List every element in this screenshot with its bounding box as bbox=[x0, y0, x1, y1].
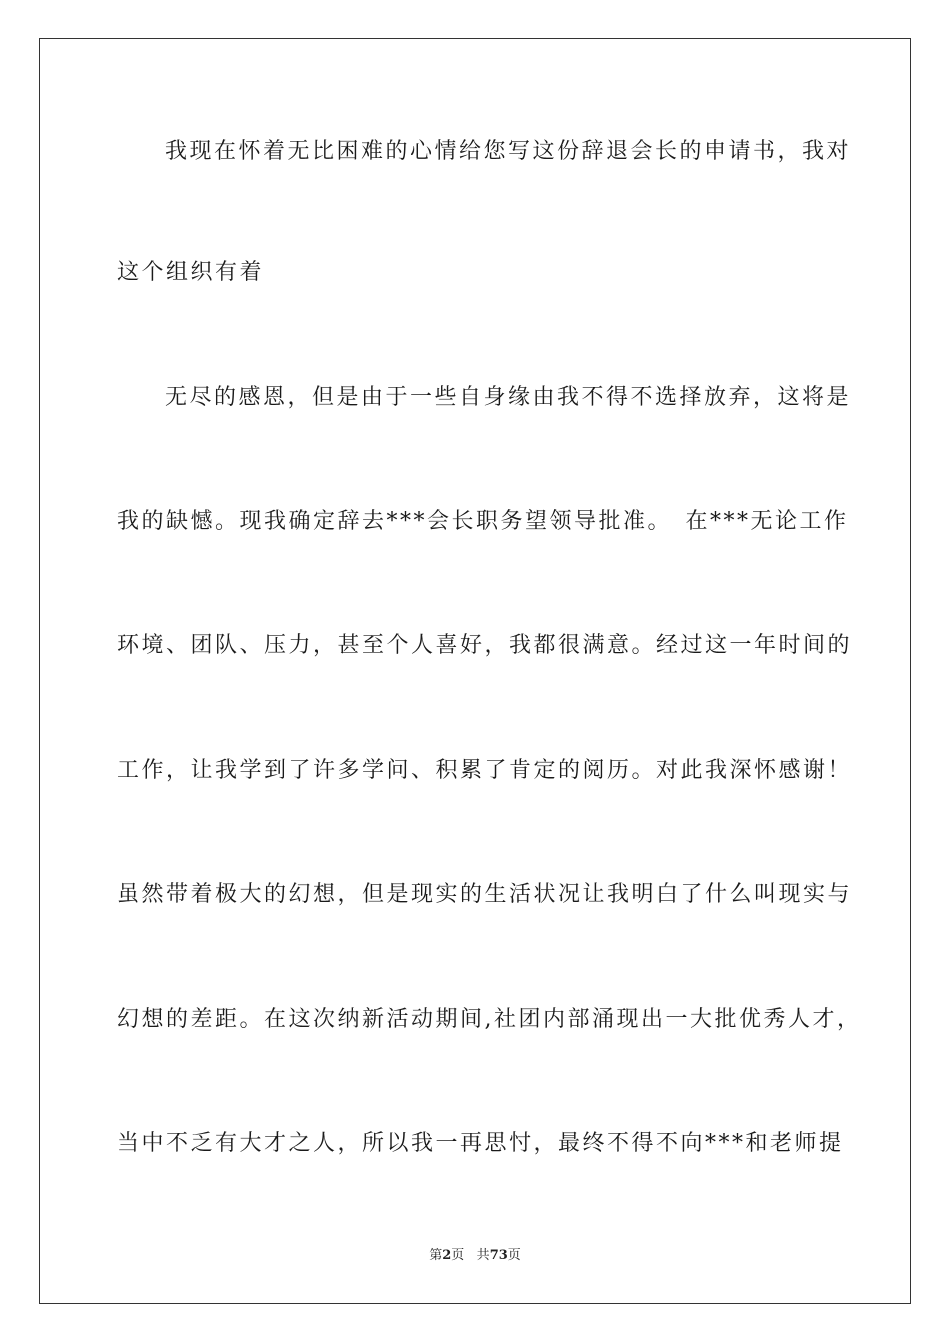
page-footer bbox=[0, 1247, 950, 1265]
body-line: 幻想的差距。在这次纳新活动期间,社团内部涌现出一大批优秀人才， bbox=[117, 1007, 862, 1032]
body-line: 工作，让我学到了许多学问、积累了肯定的阅历。对此我深怀感谢！ bbox=[117, 758, 853, 783]
page-frame bbox=[39, 38, 911, 1304]
body-line: 无尽的感恩，但是由于一些自身缘由我不得不选择放弃，这将是 bbox=[165, 385, 852, 410]
total-prefix: 共 bbox=[476, 1248, 490, 1263]
total-pages: 73 bbox=[489, 1248, 508, 1263]
body-line: 当中不乏有大才之人，所以我一再思忖，最终不得不向***和老师提 bbox=[117, 1131, 844, 1156]
body-line: 虽然带着极大的幻想，但是现实的生活状况让我明白了什么叫现实与 bbox=[117, 882, 853, 907]
page-number: 2 bbox=[442, 1248, 452, 1263]
body-line: 我现在怀着无比困难的心情给您写这份辞退会长的申请书，我对 bbox=[165, 139, 852, 164]
body-line: 我的缺憾。现我确定辞去***会长职务望领导批准。 在***无论工作 bbox=[117, 509, 849, 534]
body-line: 这个组织有着 bbox=[117, 260, 265, 285]
total-suffix: 页 bbox=[507, 1248, 521, 1263]
page-suffix: 页 bbox=[451, 1248, 465, 1263]
body-line: 环境、团队、压力，甚至个人喜好，我都很满意。经过这一年时间的 bbox=[117, 633, 853, 658]
page-prefix: 第 bbox=[429, 1248, 443, 1263]
